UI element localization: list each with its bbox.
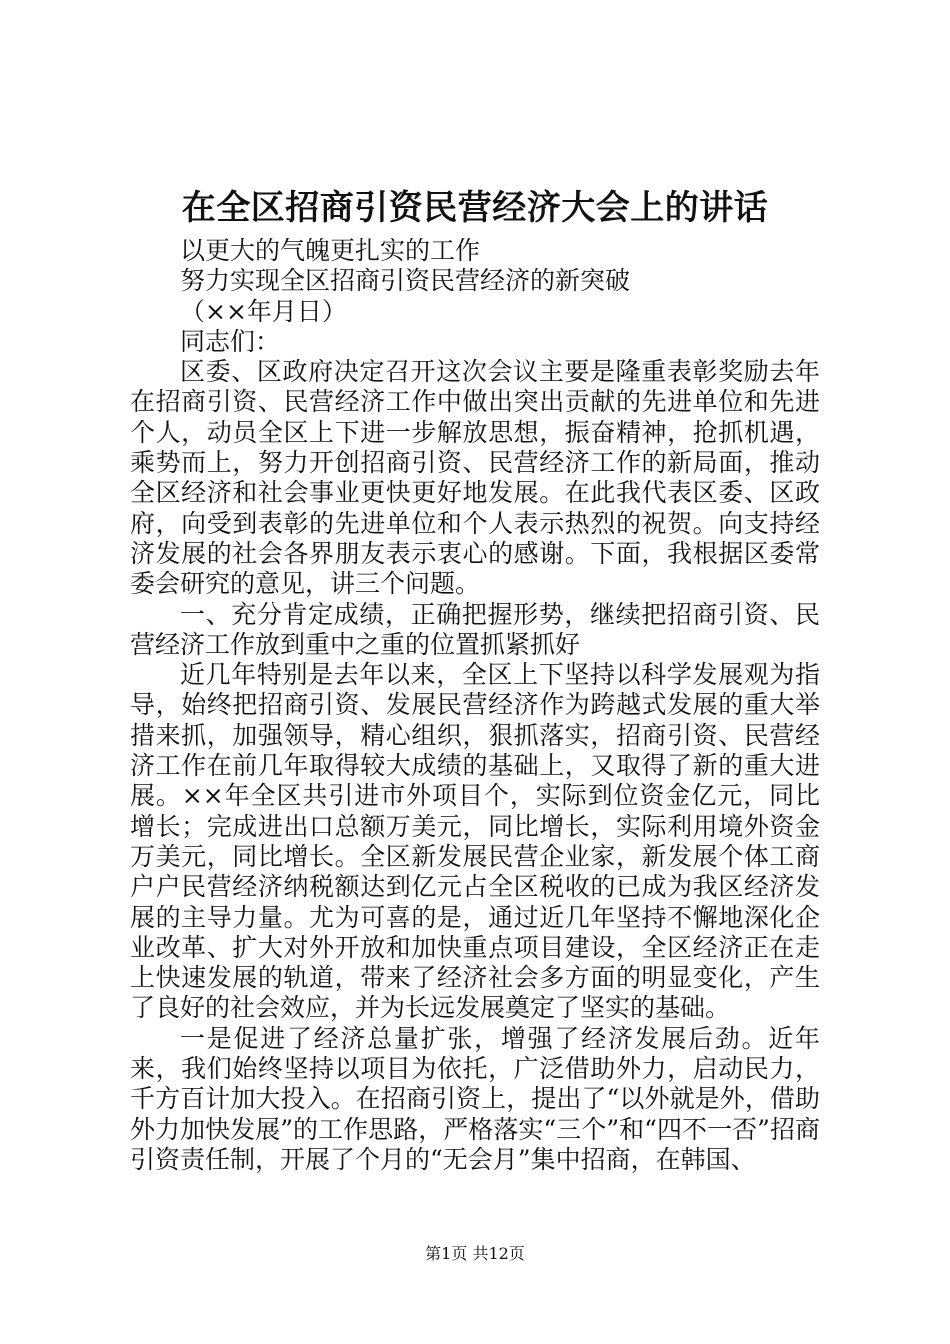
salutation: 同志们： xyxy=(180,326,281,356)
paragraph-achievements: 近几年特别是去年以来，全区上下坚持以科学发展观为指导，始终把招商引资、发展民营经济作为跨越式发展的重大举措来抓，加强领导，精心组织，狠抓落实，招商引资、民营经济工作在前几年取得较大成绩的基础上，又取得了新的重大进展。××年全区共引进市外项目个，实际到位资金亿元，同比增长；完成进出口总额万美元，同比增长，实际利用境外资金万美元，同比增长。全区新发展民营企业家，新发展个体工商户户民营经济纳税额达到亿元占全区税收的已成为我区经济发展的主导力量。尤为可喜的是，通过近几年坚持不懈地深化企业改革、扩大对外开放和加快重点项目建设，全区经济正在走上快速发展的轨道，带来了经济社会多方面的明显变化，产生了良好的社会效应，并为长远发展奠定了坚实的基础。 xyxy=(130,660,820,1023)
document-title: 在全区招商引资民营经济大会上的讲话 xyxy=(181,188,769,228)
subtitle-line-2: 努力实现全区招商引资民营经济的新突破 xyxy=(180,266,631,296)
paragraph-intro: 区委、区政府决定召开这次会议主要是隆重表彰奖励去年在招商引资、民营经济工作中做出突出贡献的先进单位和先进个人，动员全区上下进一步解放思想，振奋精神，抢抓机遇，乘势而上，努力开创招商引资、民营经济工作的新局面，推动全区经济和社会事业更快更好地发展。在此我代表区委、区政府，向受到表彰的先进单位和个人表示热烈的祝贺。向支持经济发展的社会各界朋友表示衷心的感谢。下面，我根据区委常委会研究的意见，讲三个问题。 xyxy=(130,357,820,599)
date-line: （××年月日） xyxy=(180,296,347,326)
subtitle-line-1: 以更大的气魄更扎实的工作 xyxy=(180,236,481,265)
page-footer: 第1页 共12页 xyxy=(425,1244,525,1263)
document-body xyxy=(130,236,820,1175)
paragraph-point-1: 一是促进了经济总量扩张，增强了经济发展后劲。近年来，我们始终坚持以项目为依托，广泛借助外力，启动民力，千方百计加大投入。在招商引资上，提出了“以外就是外，借助外力加快发展”的工作思路，严格落实“三个”和“四不一否”招商引资责任制，开展了个月的“无会月”集中招商，在韩国、 xyxy=(130,1023,820,1174)
section-heading-1: 一、充分肯定成绩，正确把握形势，继续把招商引资、民营经济工作放到重中之重的位置抓紧抓好 xyxy=(130,599,820,659)
